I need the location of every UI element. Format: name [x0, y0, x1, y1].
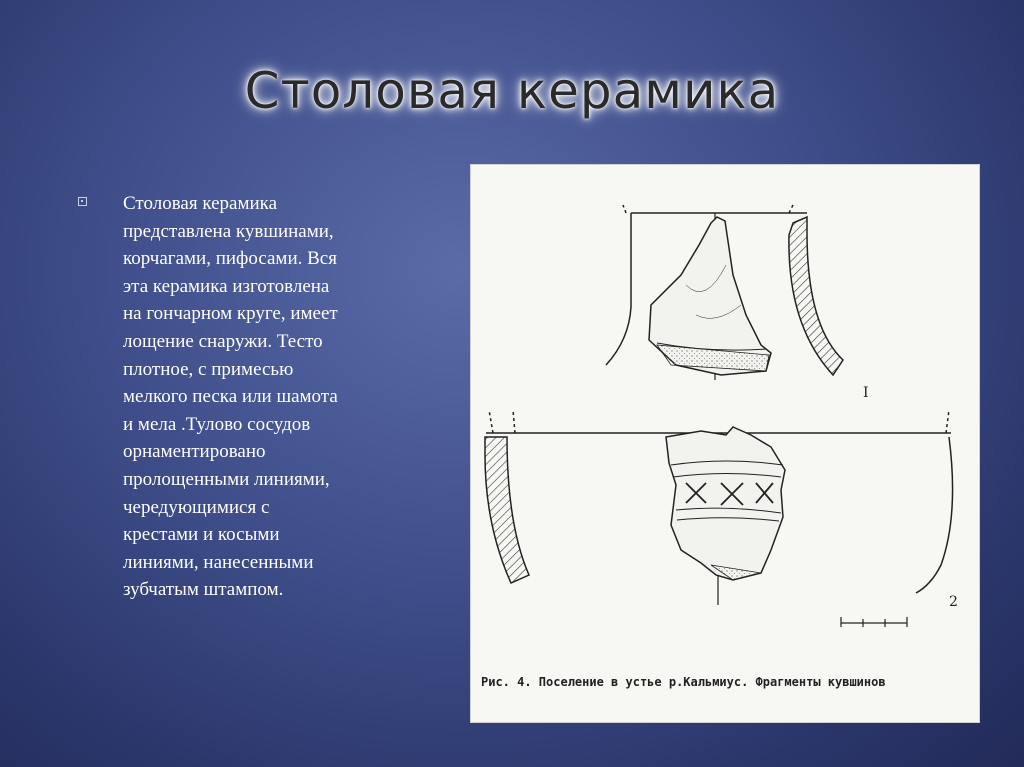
pottery-figure: [471, 165, 979, 722]
square-bullet-icon: [78, 197, 87, 206]
vessel-2-drawing: [485, 410, 953, 605]
scale-bar: [841, 617, 907, 627]
body-text: Столовая керамика представлена кувшинами, корчагами, пифосами. Вся эта керамика изготовлена на гончарном круге, имеет лощение снаружи. Тесто плотное, с примесью мелкого песка или шамота и мела .Тулово сосудов орнаментировано пролощенными линиями, чередующимися с крестами и косыми линиями, нанесенными зубчатым штампом.: [123, 193, 338, 601]
figure-label-2: 2: [949, 594, 958, 610]
vessel-1-drawing: [606, 205, 843, 380]
pottery-drawing: [471, 165, 979, 722]
figure-caption: Рис. 4. Поселение в устье р.Кальмиус. Фрагменты кувшинов: [481, 675, 886, 689]
slide-title: Столовая керамика: [244, 62, 780, 120]
figure-label-1: I: [863, 385, 869, 401]
